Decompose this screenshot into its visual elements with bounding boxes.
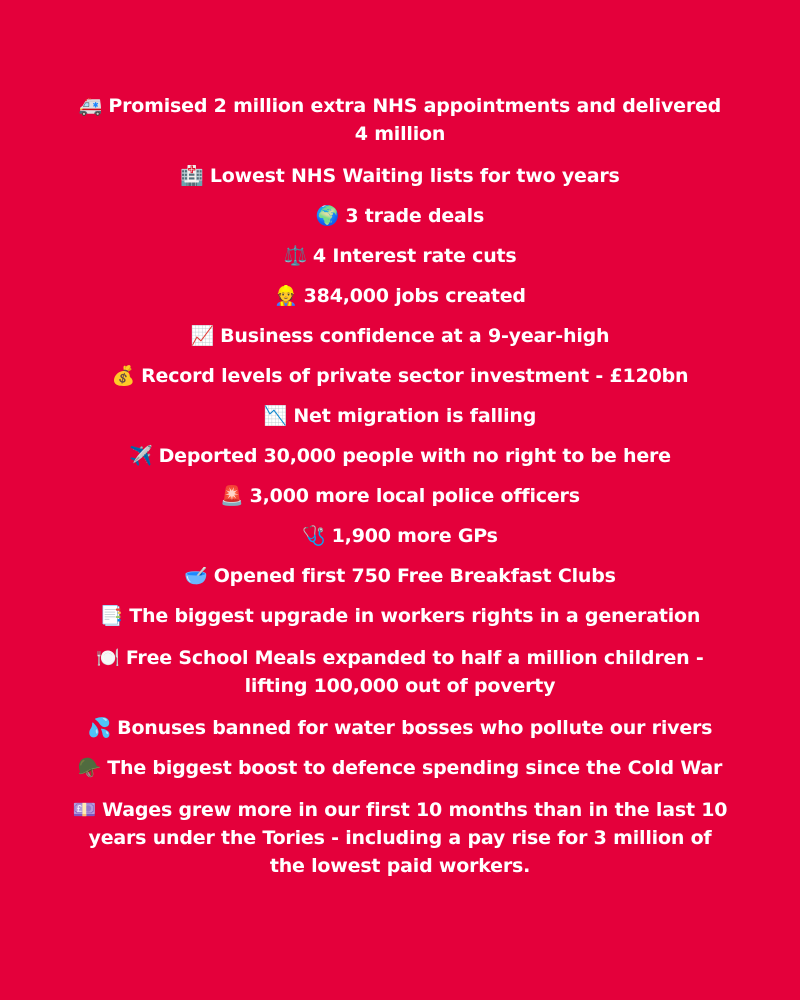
achievement-item [70,282,730,310]
chart-increasing-icon: 📈 [190,325,215,347]
achievement-item [70,754,730,782]
achievement-item [70,162,730,190]
military-helmet-icon: 🪖 [77,757,102,779]
achievements-list [70,92,730,892]
scales-icon: ⚖️ [283,245,307,267]
achievement-item [70,202,730,230]
achievement-item [70,644,730,700]
bowl-icon: 🥣 [184,565,208,587]
achievement-text: Wages grew more in our first 10 months than in the last 10 years under the Tories - including a pay rise for 3 million of the lowest paid workers. [88,799,728,877]
achievement-item [70,602,730,630]
achievement-item [70,402,730,430]
ambulance-icon: 🚑 [78,95,103,117]
achievement-item [70,242,730,270]
airplane-icon: ✈️ [129,445,153,467]
construction-worker-icon: 👷 [274,285,298,307]
achievement-text: Lowest NHS Waiting lists for two years [209,165,620,187]
achievement-text: 3 trade deals [345,205,485,227]
police-light-icon: 🚨 [220,485,244,507]
achievement-text: Record levels of private sector investment - £120bn [141,365,689,387]
achievement-text: 1,900 more GPs [331,525,498,547]
achievement-item [70,714,730,742]
achievement-item [70,322,730,350]
achievement-text: Net migration is falling [293,405,537,427]
stethoscope-icon: 🩺 [302,525,326,547]
achievement-text: Bonuses banned for water bosses who pollute our rivers [117,717,713,739]
document-icon: 📑 [99,605,124,627]
achievement-text: Opened first 750 Free Breakfast Clubs [213,565,616,587]
achievement-item [70,482,730,510]
achievement-item [70,562,730,590]
globe-icon: 🌍 [315,205,340,227]
achievement-text: 3,000 more local police officers [249,485,580,507]
achievement-text: 384,000 jobs created [303,285,526,307]
achievement-text: Promised 2 million extra NHS appointments and delivered 4 million [108,95,722,145]
money-bag-icon: 💰 [111,365,136,387]
achievement-text: Business confidence at a 9-year-high [220,325,610,347]
achievement-text: The biggest boost to defence spending since the Cold War [107,757,723,779]
achievement-text: 4 Interest rate cuts [312,245,517,267]
achievement-text: Deported 30,000 people with no right to be here [158,445,671,467]
achievement-text: The biggest upgrade in workers rights in a generation [129,605,701,627]
achievement-item [70,442,730,470]
water-drops-icon: 💦 [87,717,112,739]
achievement-text: Free School Meals expanded to half a million children - lifting 100,000 out of poverty [125,647,704,697]
hospital-icon: 🏥 [180,165,204,187]
plate-icon: 🍽️ [96,647,120,669]
achievement-item [70,362,730,390]
achievement-item [70,92,730,148]
achievement-item [70,796,730,880]
achievement-item [70,522,730,550]
chart-decreasing-icon: 📉 [263,405,288,427]
pound-note-icon: 💷 [72,799,97,821]
